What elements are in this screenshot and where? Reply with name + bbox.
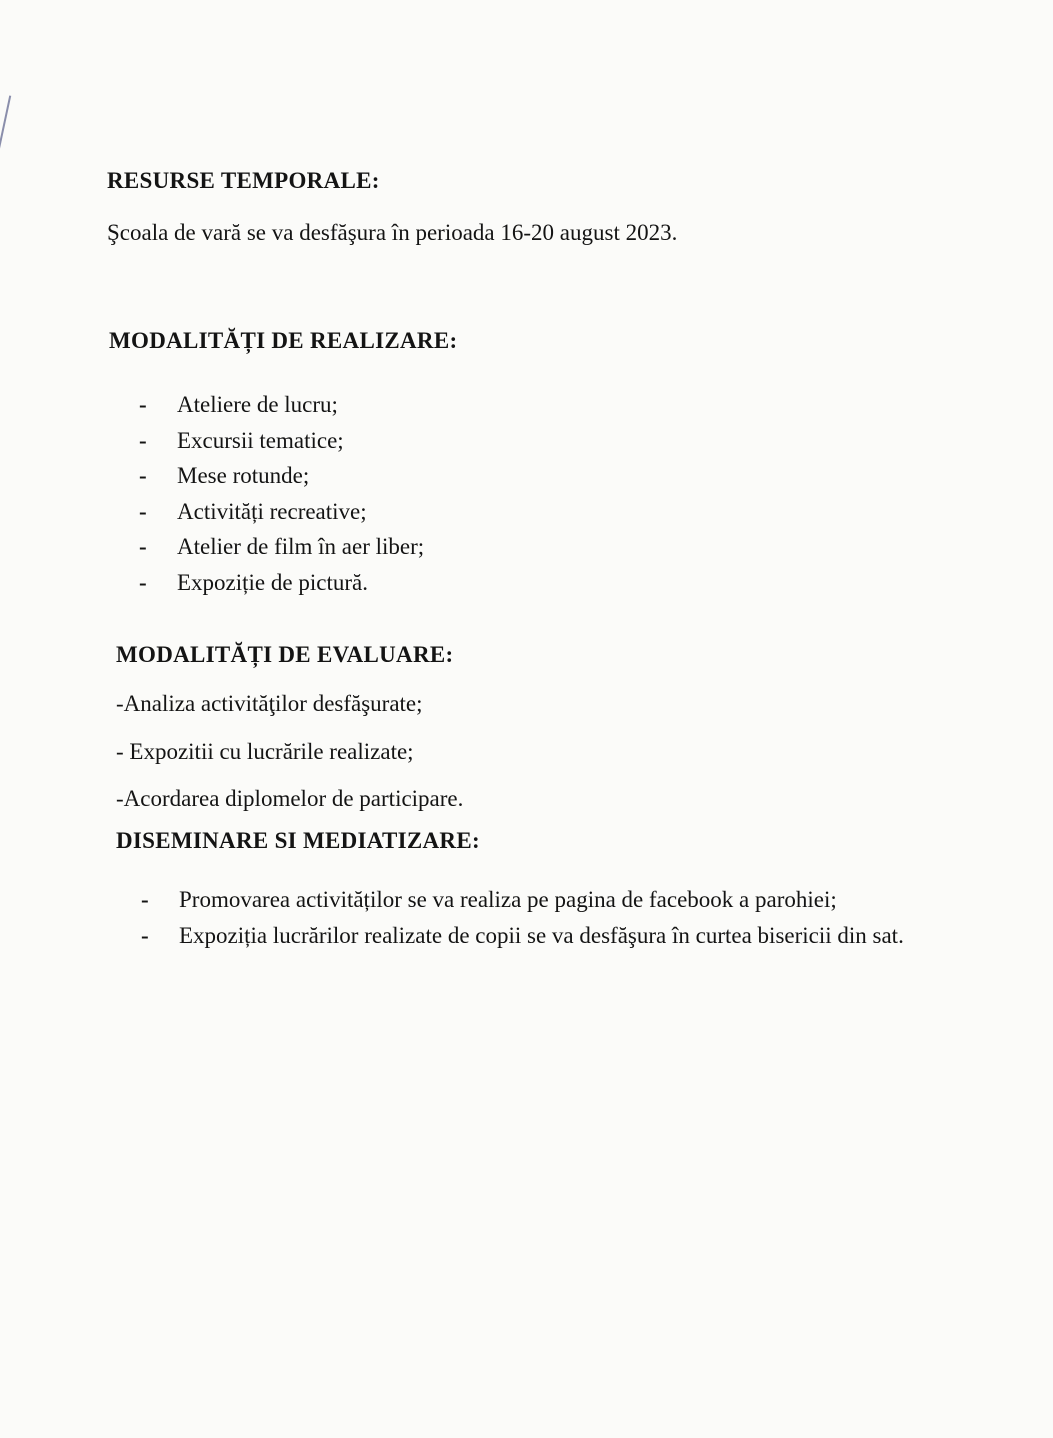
list-item-text: Mese rotunde;: [177, 463, 310, 488]
bullet-dash: -: [139, 534, 147, 559]
bullet-dash: -: [139, 498, 147, 524]
list-item-text: Atelier de film în aer liber;: [177, 534, 425, 559]
list-item-text: Activități recreative;: [177, 498, 367, 524]
list-item: [141, 886, 921, 914]
list-item: [139, 568, 424, 604]
realizare-list: [139, 390, 424, 603]
list-item-text: Expoziția lucrărilor realizate de copii se va desfăşura în curtea bisericii din sat.: [179, 923, 904, 948]
list-item: [139, 532, 424, 568]
bullet-dash: -: [139, 427, 147, 453]
bullet-dash: -: [139, 392, 147, 417]
heading-modalitati-evaluare: MODALITĂȚI DE EVALUARE:: [116, 642, 454, 667]
page-edge-mark: [0, 95, 11, 154]
list-item-text: Promovarea activităților se va realiza pe pagina de facebook a parohiei;: [179, 887, 837, 912]
bullet-dash: -: [139, 463, 147, 488]
bullet-dash: -: [141, 887, 149, 912]
list-item: [141, 922, 921, 950]
diseminare-list: [141, 886, 921, 958]
list-item: [139, 461, 424, 497]
resurse-temporale-text: Şcoala de vară se va desfăşura în perioada 16-20 august 2023.: [107, 220, 678, 245]
evaluare-line: -Acordarea diplomelor de participare.: [116, 786, 464, 811]
list-item-text: Ateliere de lucru;: [177, 392, 338, 417]
evaluare-line: -Analiza activităţilor desfăşurate;: [116, 691, 423, 716]
list-item: [139, 390, 424, 426]
bullet-dash: -: [141, 923, 149, 948]
list-item: [139, 426, 424, 462]
evaluare-line: - Expozitii cu lucrările realizate;: [116, 739, 414, 764]
heading-diseminare-mediatizare: DISEMINARE SI MEDIATIZARE:: [116, 828, 480, 853]
list-item-text: Excursii tematice;: [177, 427, 344, 453]
list-item: [139, 497, 424, 533]
heading-resurse-temporale: RESURSE TEMPORALE:: [107, 168, 380, 193]
heading-modalitati-realizare: MODALITĂȚI DE REALIZARE:: [109, 328, 458, 353]
list-item-text: Expoziție de pictură.: [177, 569, 368, 595]
bullet-dash: -: [139, 569, 147, 595]
